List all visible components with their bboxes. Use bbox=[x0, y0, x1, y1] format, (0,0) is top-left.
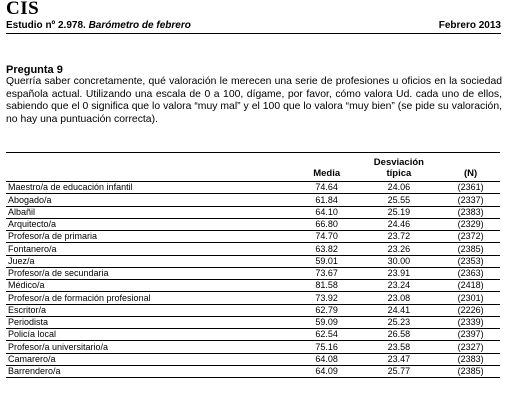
row-profession: Barrendero/a bbox=[6, 365, 297, 377]
row-profession: Albañil bbox=[6, 206, 297, 218]
row-profession: Arquitecto/a bbox=[6, 218, 297, 230]
row-n: (2385) bbox=[441, 243, 500, 255]
row-sd: 25.19 bbox=[357, 206, 442, 218]
row-mean: 64.09 bbox=[297, 365, 357, 377]
row-mean: 61.84 bbox=[297, 194, 357, 206]
row-mean: 74.70 bbox=[297, 231, 357, 243]
row-profession: Profesor/a universitario/a bbox=[6, 341, 297, 353]
row-n: (2361) bbox=[441, 182, 500, 194]
table-row bbox=[6, 329, 500, 341]
row-profession: Profesor/a de formación profesional bbox=[6, 292, 297, 304]
study-name: Barómetro de febrero bbox=[88, 20, 191, 31]
row-mean: 64.08 bbox=[297, 353, 357, 365]
row-sd: 26.58 bbox=[357, 329, 442, 341]
row-profession: Abogado/a bbox=[6, 194, 297, 206]
row-sd: 23.26 bbox=[357, 243, 442, 255]
cis-logo: CIS bbox=[6, 0, 40, 19]
row-mean: 62.79 bbox=[297, 304, 357, 316]
row-sd: 25.55 bbox=[357, 194, 442, 206]
table-row bbox=[6, 206, 500, 218]
row-sd: 24.41 bbox=[357, 304, 442, 316]
row-profession: Maestro/a de educación infantil bbox=[6, 182, 297, 194]
table-header-row bbox=[6, 153, 500, 182]
header-n: (N) bbox=[441, 153, 500, 182]
table-row bbox=[6, 243, 500, 255]
row-mean: 66.80 bbox=[297, 218, 357, 230]
table-row bbox=[6, 292, 500, 304]
table-row bbox=[6, 341, 500, 353]
table-row bbox=[6, 267, 500, 279]
row-n: (2337) bbox=[441, 194, 500, 206]
row-sd: 23.58 bbox=[357, 341, 442, 353]
question-text: Querría saber concretamente, qué valoración le merecen una serie de profesiones u oficios en la sociedad española actual. Utilizando una escala de 0 a 100, dígame, por favor, cómo valora Ud. cada uno de ellos, sabiendo que el 0 significa que lo valora “muy mal” y el 100 que lo valora “muy bien” (se pide su valoración, no hay una puntuación correcta). bbox=[6, 76, 502, 125]
row-profession: Médico/a bbox=[6, 280, 297, 292]
header-mean: Media bbox=[297, 153, 357, 182]
table-row bbox=[6, 353, 500, 365]
header-sd bbox=[357, 153, 442, 182]
row-mean: 73.67 bbox=[297, 267, 357, 279]
row-n: (2385) bbox=[441, 365, 500, 377]
results-table-container bbox=[6, 152, 500, 378]
row-profession: Profesor/a de primaria bbox=[6, 231, 297, 243]
question-title: Pregunta 9 bbox=[6, 64, 63, 76]
row-mean: 81.58 bbox=[297, 280, 357, 292]
row-n: (2383) bbox=[441, 353, 500, 365]
row-mean: 75.16 bbox=[297, 341, 357, 353]
row-n: (2383) bbox=[441, 206, 500, 218]
row-profession: Periodista bbox=[6, 316, 297, 328]
table-row bbox=[6, 218, 500, 230]
results-table bbox=[6, 152, 500, 378]
study-title bbox=[6, 20, 191, 31]
table-row bbox=[6, 280, 500, 292]
row-sd: 23.24 bbox=[357, 280, 442, 292]
table-row bbox=[6, 231, 500, 243]
row-profession: Fontanero/a bbox=[6, 243, 297, 255]
row-n: (2372) bbox=[441, 231, 500, 243]
header-profession bbox=[6, 153, 297, 182]
row-mean: 64.10 bbox=[297, 206, 357, 218]
table-row bbox=[6, 304, 500, 316]
row-n: (2329) bbox=[441, 218, 500, 230]
header-sd-line1: Desviación bbox=[373, 157, 424, 168]
row-sd: 25.23 bbox=[357, 316, 442, 328]
table-row bbox=[6, 316, 500, 328]
row-n: (2353) bbox=[441, 255, 500, 267]
row-n: (2226) bbox=[441, 304, 500, 316]
row-sd: 24.06 bbox=[357, 182, 442, 194]
row-mean: 74.64 bbox=[297, 182, 357, 194]
row-n: (2327) bbox=[441, 341, 500, 353]
row-mean: 62.54 bbox=[297, 329, 357, 341]
row-sd: 23.72 bbox=[357, 231, 442, 243]
header-sd-line2: típica bbox=[386, 167, 412, 179]
row-sd: 23.91 bbox=[357, 267, 442, 279]
row-n: (2301) bbox=[441, 292, 500, 304]
row-mean: 59.09 bbox=[297, 316, 357, 328]
row-profession: Escritor/a bbox=[6, 304, 297, 316]
table-row bbox=[6, 255, 500, 267]
row-sd: 23.08 bbox=[357, 292, 442, 304]
row-sd: 30.00 bbox=[357, 255, 442, 267]
row-n: (2397) bbox=[441, 329, 500, 341]
table-row bbox=[6, 182, 500, 194]
row-mean: 63.82 bbox=[297, 243, 357, 255]
row-sd: 25.77 bbox=[357, 365, 442, 377]
study-date: Febrero 2013 bbox=[438, 20, 501, 31]
row-profession: Profesor/a de secundaria bbox=[6, 267, 297, 279]
study-number: Estudio nº 2.978. bbox=[6, 20, 89, 31]
row-n: (2418) bbox=[441, 280, 500, 292]
row-mean: 73.92 bbox=[297, 292, 357, 304]
study-header bbox=[6, 18, 501, 34]
row-profession: Policía local bbox=[6, 329, 297, 341]
table-row bbox=[6, 365, 500, 377]
row-sd: 23.47 bbox=[357, 353, 442, 365]
row-n: (2339) bbox=[441, 316, 500, 328]
row-profession: Juez/a bbox=[6, 255, 297, 267]
table-row bbox=[6, 194, 500, 206]
row-mean: 59.01 bbox=[297, 255, 357, 267]
row-n: (2363) bbox=[441, 267, 500, 279]
row-profession: Camarero/a bbox=[6, 353, 297, 365]
row-sd: 24.46 bbox=[357, 218, 442, 230]
table-body bbox=[6, 182, 500, 378]
